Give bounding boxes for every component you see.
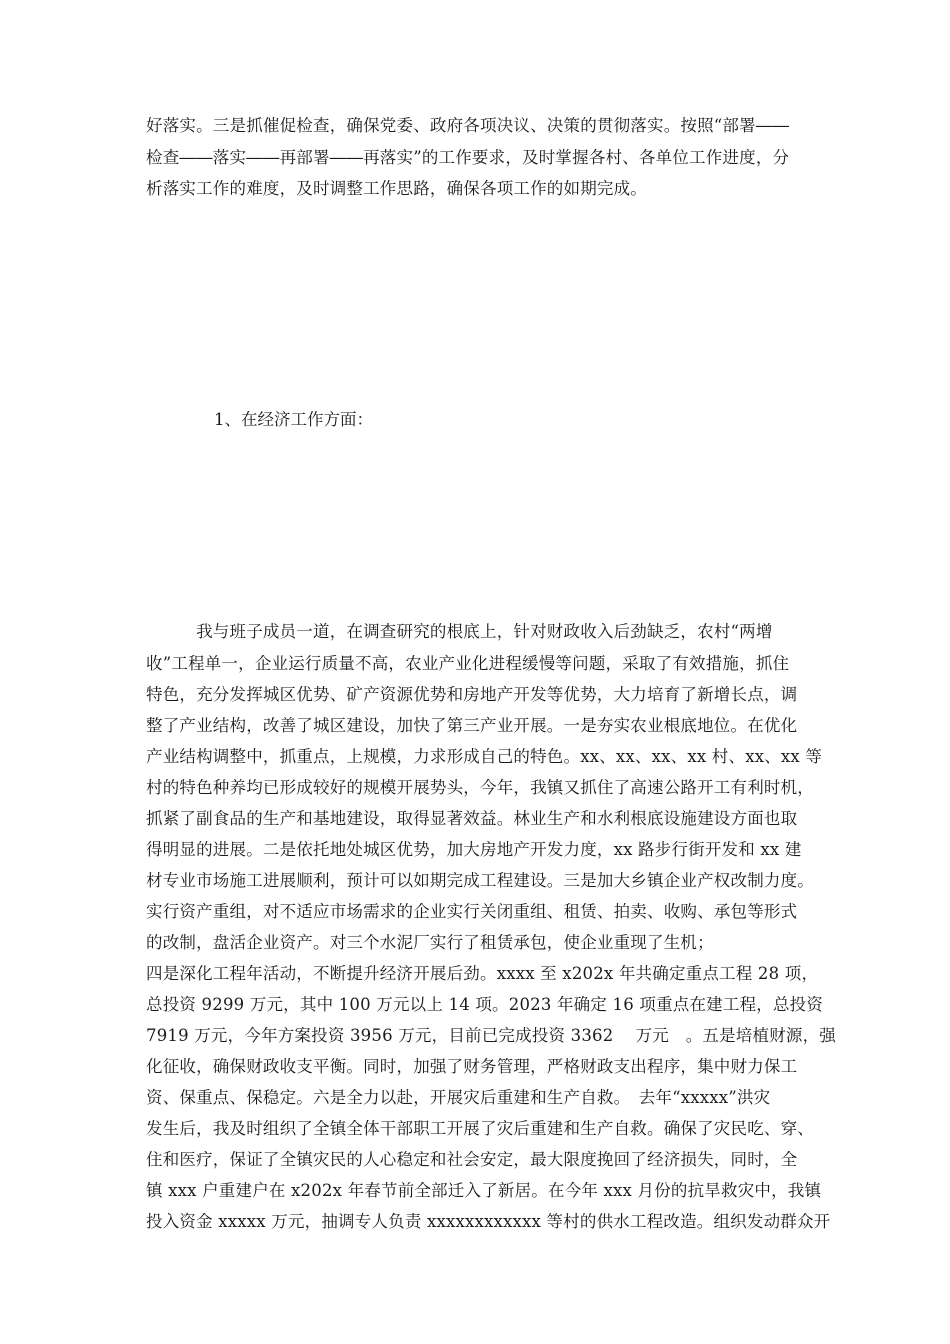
body-line: 住和医疗，保证了全镇灾民的人心稳定和社会安定，最大限度挽回了经济损失，同时，全: [146, 1150, 798, 1169]
body-line: 镇 xxx 户重建户在 x202x 年春节前全部迁入了新居。在今年 xxx 月份的抗旱救灾中，我镇: [146, 1181, 822, 1200]
body-line: 我与班子成员一道，在调查研究的根底上，针对财政收入后劲缺乏，农村“两增: [146, 622, 773, 641]
body-line: 抓紧了副食品的生产和基地建设，取得显著效益。林业生产和水利根底设施建设方面也取: [146, 809, 798, 828]
intro-line: 析落实工作的难度，及时调整工作思路，确保各项工作的如期完成。: [146, 179, 647, 198]
body-line: 收”工程单一，企业运行质量不高，农业产业化进程缓慢等问题，采取了有效措施，抓住: [146, 654, 790, 673]
body-line: 总投资 9299 万元，其中 100 万元以上 14 项。2023 年确定 16 项重点在建工程，总投资: [146, 995, 824, 1014]
body-line: 发生后，我及时组织了全镇全体干部职工开展了灾后重建和生产自救。确保了灾民吃、穿、: [146, 1119, 814, 1138]
body-line: 资、保重点、保稳定。六是全力以赴，开展灾后重建和生产自救。 去年“xxxxx”洪灾: [146, 1088, 771, 1107]
intro-line: 好落实。三是抓催促检查，确保党委、政府各项决议、决策的贯彻落实。按照“部署――: [146, 116, 790, 135]
body-line: 化征收，确保财政收支平衡。同时，加强了财务管理，严格财政支出程序，集中财力保工: [146, 1057, 798, 1076]
body-line: 四是深化工程年活动，不断提升经济开展后劲。xxxx 至 x202x 年共确定重点工程 28 项，: [146, 964, 819, 983]
body-line: 7919 万元，今年方案投资 3956 万元，目前已完成投资 3362 万元 。五是培植财源，强: [146, 1026, 836, 1045]
section-heading: 1、在经济工作方面：: [214, 410, 373, 429]
body-line: 得明显的进展。二是依托地处城区优势，加大房地产开发力度，xx 路步行街开发和 xx 建: [146, 840, 802, 859]
body-line: 材专业市场施工进展顺利，预计可以如期完成工程建设。三是加大乡镇企业产权改制力度。: [146, 871, 814, 890]
body-line: 实行资产重组，对不适应市场需求的企业实行关闭重组、租赁、拍卖、收购、承包等形式: [146, 902, 798, 921]
body-line: 村的特色种养均已形成较好的规模开展势头，今年，我镇又抓住了高速公路开工有利时机，: [146, 778, 814, 797]
body-line: 投入资金 xxxxx 万元，抽调专人负责 xxxxxxxxxxxx 等村的供水工程改造。组织发动群众开: [146, 1212, 831, 1231]
intro-line: 检查――落实――再部署――再落实”的工作要求，及时掌握各村、各单位工作进度，分: [146, 148, 790, 167]
body-line: 整了产业结构，改善了城区建设，加快了第三产业开展。一是夯实农业根底地位。在优化: [146, 716, 798, 735]
body-line: 的改制，盘活企业资产。对三个水泥厂实行了租赁承包，使企业重现了生机；: [146, 933, 714, 952]
body-line: 特色，充分发挥城区优势、矿产资源优势和房地产开发等优势，大力培育了新增长点，调: [146, 685, 798, 704]
body-line: 产业结构调整中，抓重点，上规模，力求形成自己的特色。xx、xx、xx、xx 村、xx、xx 等: [146, 747, 823, 766]
